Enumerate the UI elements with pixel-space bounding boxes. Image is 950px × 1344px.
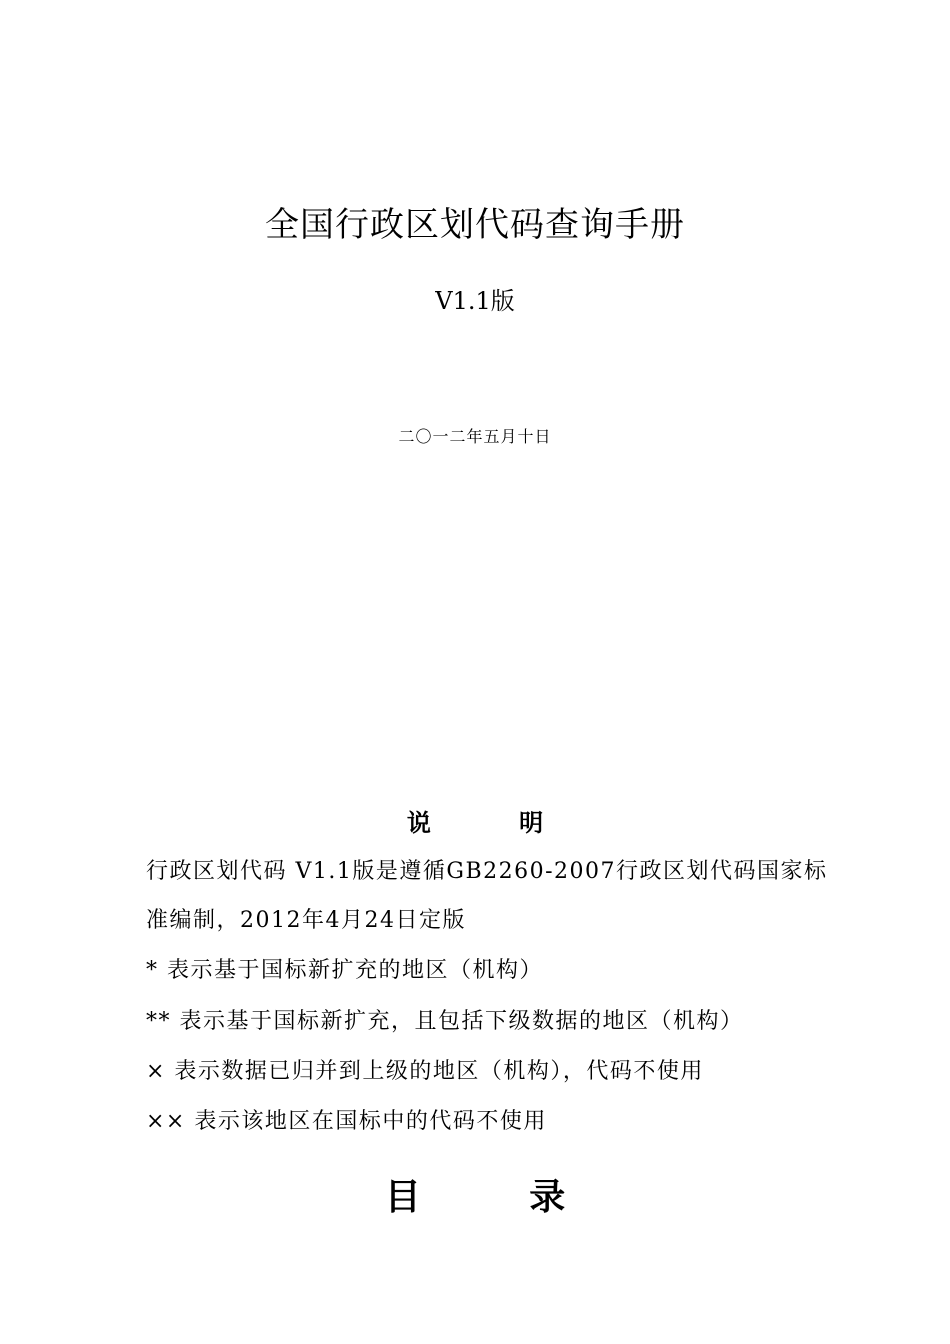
explanation-line: 准编制，2012年4月24日定版 (146, 908, 466, 933)
toc-heading: 目 录 (384, 1176, 614, 1218)
legend-single-star: * 表示基于国标新扩充的地区（机构） (146, 958, 543, 983)
document-date: 二〇一二年五月十日 (398, 427, 552, 446)
explanation-line: 行政区划代码 V1.1版是遵循GB2260-2007行政区划代码国家标 (146, 859, 828, 884)
document-version: V1.1版 (435, 287, 515, 315)
legend-double-cross: ×× 表示该地区在国标中的代码不使用 (146, 1109, 547, 1134)
document-title: 全国行政区划代码查询手册 (265, 205, 685, 245)
explanation-heading: 说 明 (406, 808, 584, 837)
legend-single-cross: × 表示数据已归并到上级的地区（机构），代码不使用 (146, 1059, 704, 1084)
legend-double-star: ** 表示基于国标新扩充，且包括下级数据的地区（机构） (146, 1009, 744, 1034)
